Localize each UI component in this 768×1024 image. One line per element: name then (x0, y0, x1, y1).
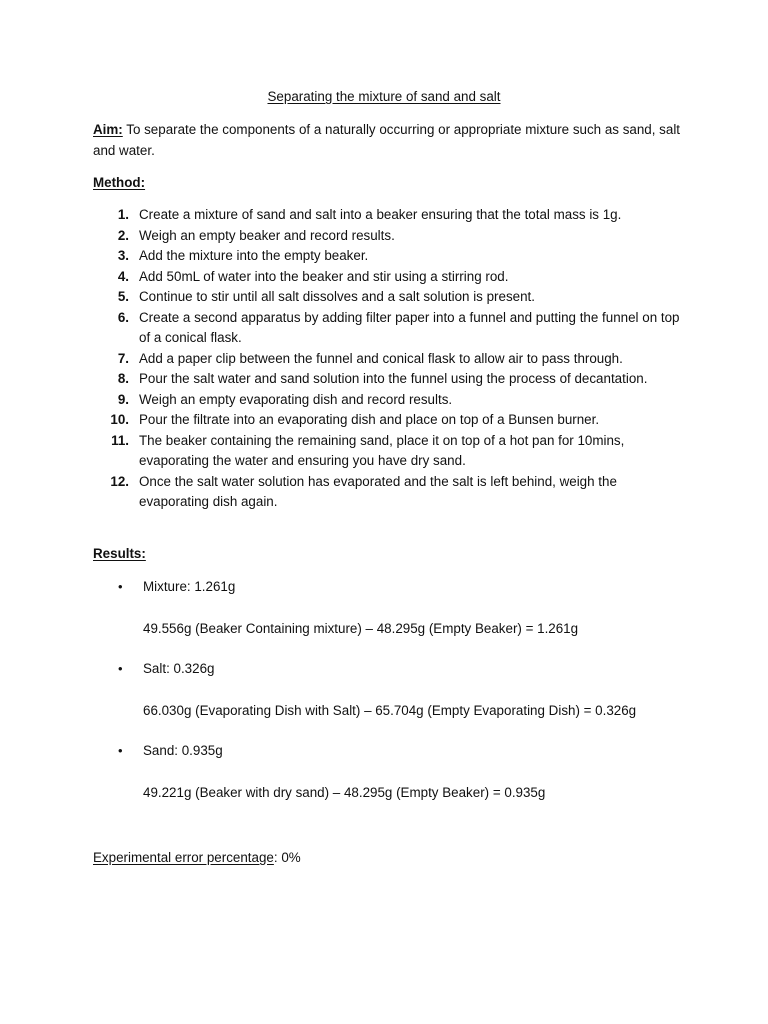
method-step (93, 472, 683, 513)
method-step (93, 349, 683, 370)
result-label: Salt: 0.326g (143, 661, 215, 676)
step-number: 8. (117, 371, 129, 386)
result-calculation: 49.556g (Beaker Containing mixture) – 48.295g (Empty Beaker) = 1.261g (143, 621, 579, 636)
experimental-error-line (93, 848, 301, 869)
method-step (93, 390, 683, 411)
step-number: 11. (111, 432, 129, 448)
method-step (93, 431, 683, 472)
step-number: 1. (117, 207, 129, 222)
step-text: Pour the salt water and sand solution into the funnel using the process of decantation. (139, 371, 648, 386)
bullet-icon: • (118, 579, 123, 594)
step-text: Add the mixture into the empty beaker. (139, 248, 369, 263)
step-number: 2. (117, 227, 129, 243)
result-label: Mixture: 1.261g (143, 579, 236, 594)
step-number: 4. (117, 268, 129, 284)
step-text: Weigh an empty beaker and record results. (139, 227, 395, 243)
step-text: Add a paper clip between the funnel and conical flask to allow air to pass through. (139, 350, 623, 366)
result-calculation: 66.030g (Evaporating Dish with Salt) – 65.704g (Empty Evaporating Dish) = 0.326g (143, 703, 637, 718)
step-text: Continue to stir until all salt dissolves and a salt solution is present. (139, 289, 535, 304)
step-number: 12. (110, 473, 129, 489)
method-steps-list (93, 205, 683, 513)
method-step (93, 287, 683, 308)
method-heading: Method: (93, 175, 146, 190)
result-calculation: 49.221g (Beaker with dry sand) – 48.295g (Empty Beaker) = 0.935g (143, 785, 546, 800)
aim-text: To separate the components of a naturally occurring or appropriate mixture such as sand, salt and water. (93, 122, 681, 158)
step-number: 5. (117, 289, 129, 304)
step-number: 7. (117, 350, 129, 366)
method-step (93, 308, 683, 349)
step-text: Once the salt water solution has evaporated and the salt is left behind, weigh the evaporating dish again. (139, 473, 617, 509)
step-text: Pour the filtrate into an evaporating dish and place on top of a Bunsen burner. (139, 412, 600, 427)
step-number: 3. (117, 248, 129, 263)
bullet-icon: • (118, 743, 123, 758)
method-step (93, 205, 683, 226)
step-text: The beaker containing the remaining sand, place it on top of a hot pan for 10mins, evaporating the water and ensuring you have dry sand. (139, 432, 625, 468)
method-step (93, 369, 683, 390)
method-step (93, 410, 683, 431)
method-step (93, 267, 683, 288)
step-number: 9. (117, 391, 129, 407)
result-label: Sand: 0.935g (143, 743, 223, 758)
step-text: Weigh an empty evaporating dish and record results. (139, 391, 453, 407)
method-step (93, 226, 683, 247)
document-title: Separating the mixture of sand and salt (267, 89, 501, 104)
step-text: Add 50mL of water into the beaker and stir using a stirring rod. (139, 268, 509, 284)
step-number: 10. (110, 412, 129, 427)
step-number: 6. (117, 309, 129, 325)
error-value: : 0% (273, 850, 301, 865)
results-heading: Results: (93, 546, 146, 561)
step-text: Create a mixture of sand and salt into a beaker ensuring that the total mass is 1g. (139, 207, 622, 222)
aim-label: Aim: (93, 122, 123, 137)
method-step (93, 246, 683, 267)
aim-paragraph (93, 120, 683, 161)
step-text: Create a second apparatus by adding filter paper into a funnel and putting the funnel on top of a conical flask. (139, 309, 680, 345)
error-label: Experimental error percentage (93, 850, 274, 865)
bullet-icon: • (118, 661, 123, 676)
